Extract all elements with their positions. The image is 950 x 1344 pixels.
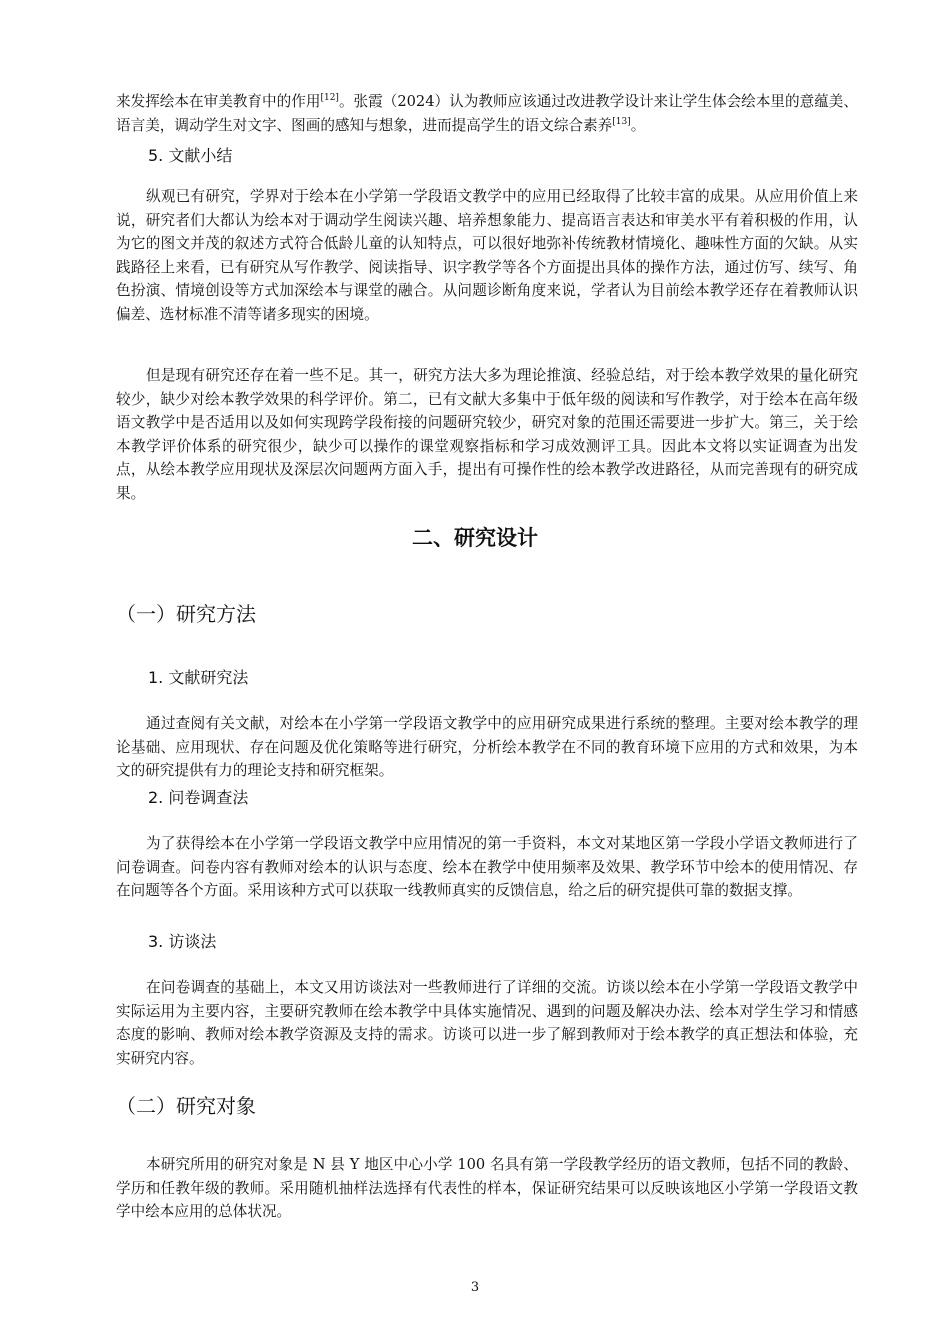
method-literature-heading: 1. 文献研究法	[148, 668, 249, 687]
method-literature-text: 通过查阅有关文献，对绘本在小学第一学段语文教学中的应用研究成果进行系统的整理。主要对绘本教学的理论基础、应用现状、存在问题及优化策略等进行研究，分析绘本教学在不同的教育环境下应用的方式和效果，为本文的研究提供有力的理论支持和研究框架。	[116, 715, 858, 779]
lit-summary-paragraph-2: 但是现有研究还存在着一些不足。其一，研究方法大多为理论推演、经验总结，对于绘本教学效果的量化研究较少，缺少对绘本教学效果的科学评价。第二，已有文献大多集中于低年级的阅读和写作教学，对于绘本在高年级语文教学中是否适用以及如何实现跨学段衔接的问题研究较少，研究对象的范围还需要进一步扩大。第三，关于绘本教学评价体系的研究很少，缺少可以操作的课堂观察指标和学习成效测评工具。因此本文将以实证调查为出发点，从绘本教学应用现状及深层次问题两方面入手，提出有可操作性的绘本教学改进路径，从而完善现有的研究成果。	[116, 367, 858, 502]
research-methods-heading: （一）研究方法	[116, 602, 256, 626]
research-subjects-text: 本研究所用的研究对象是 N 县 Y 地区中心小学 100 名具有第一学段教学经历的语文教师，包括不同的教龄、学历和任教年级的教师。采用随机抽样法选择有代表性的样本，保证研究结果可以反映该地区小学第一学段语文教学中绘本应用的总体状况。	[116, 1156, 858, 1220]
intro-paragraph	[116, 90, 858, 137]
intro-text-part1: 来发挥绘本在审美教育中的作用	[116, 93, 321, 110]
method-interview-heading: 3. 访谈法	[148, 932, 217, 951]
citation-13: [13]	[612, 116, 631, 127]
method-questionnaire-heading: 2. 问卷调查法	[148, 788, 249, 807]
chapter-title: 二、研究设计	[412, 526, 538, 550]
lit-summary-paragraph-1: 纵观已有研究，学界对于绘本在小学第一学段语文教学中的应用已经取得了比较丰富的成果。从应用价值上来说，研究者们大都认为绘本对于调动学生阅读兴趣、培养想象能力、提高语言表达和审美水平有着积极的作用，认为它的图文并茂的叙述方式符合低龄儿童的认知特点，可以很好地弥补传统教材情境化、趣味性方面的欠缺。从实践路径上来看，已有研究从写作教学、阅读指导、识字教学等各个方面提出具体的操作方法，通过仿写、续写、角色扮演、情境创设等方式加深绘本与课堂的融合。从问题诊断角度来说，学者认为目前绘本教学还存在着教师认识偏差、选材标准不清等诸多现实的困境。	[116, 188, 858, 323]
lit-summary-heading: 5. 文献小结	[148, 146, 233, 165]
page-number: 3	[470, 1280, 480, 1295]
intro-text-part3: 。	[630, 116, 646, 134]
intro-text-part2: 。张霞（2024）认为教师应该通过改进教学设计来让学生体会绘本里的意蕴美、语言美，调动学生对文字、图画的感知与想象，进而提高学生的语文综合素养	[116, 93, 858, 134]
research-subjects-heading: （二）研究对象	[116, 1094, 256, 1118]
citation-12: [12]	[320, 93, 339, 104]
method-interview-text: 在问卷调查的基础上，本文又用访谈法对一些教师进行了详细的交流。访谈以绘本在小学第一学段语文教学中实际运用为主要内容，主要研究教师在绘本教学中具体实施情况、遇到的问题及解决办法、绘本对学生学习和情感态度的影响、教师对绘本教学资源及支持的需求。访谈可以进一步了解到教师对于绘本教学的真正想法和体验，充实研究内容。	[116, 979, 858, 1067]
method-questionnaire-text: 为了获得绘本在小学第一学段语文教学中应用情况的第一手资料，本文对某地区第一学段小学语文教师进行了问卷调查。问卷内容有教师对绘本的认识与态度、绘本在教学中使用频率及效果、教学环节中绘本的使用情况、存在问题等各个方面。采用该种方式可以获取一线教师真实的反馈信息，给之后的研究提供可靠的数据支撑。	[116, 835, 858, 899]
